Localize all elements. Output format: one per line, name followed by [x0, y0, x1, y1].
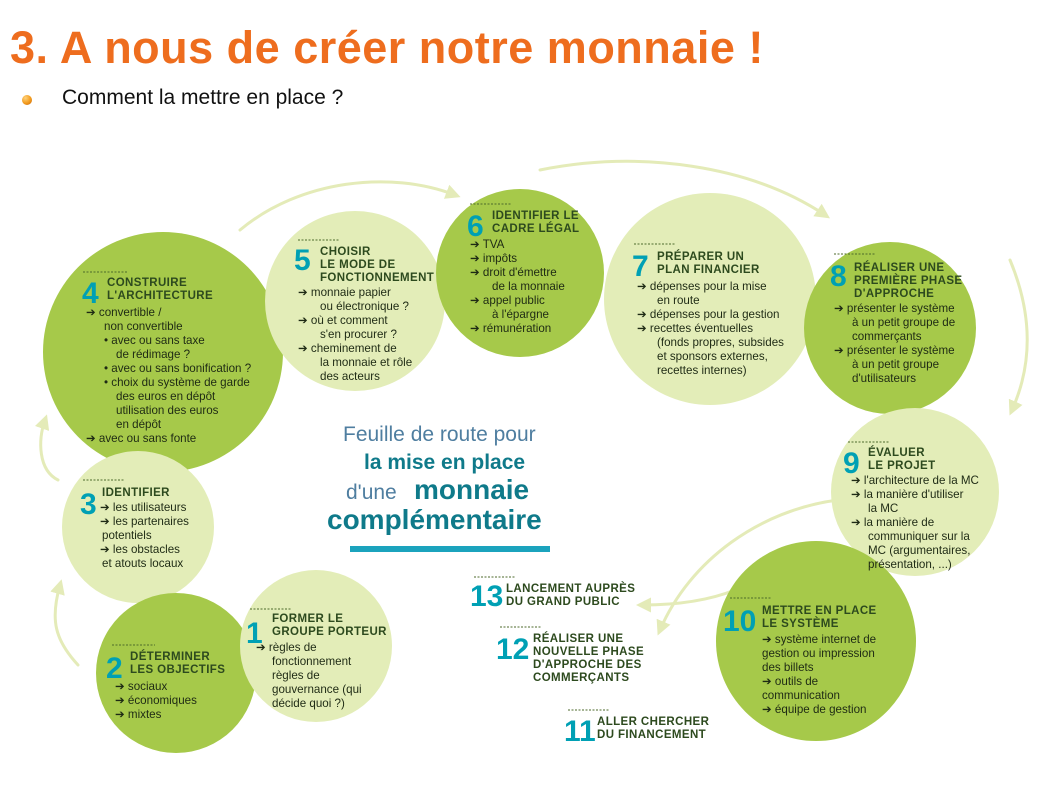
roadmap-line-1: Feuille de route pour [343, 423, 536, 446]
step-item: ➔ les utilisateurs [100, 501, 187, 514]
step-item: communication [762, 689, 840, 702]
step-caption: LE PROJET [868, 460, 936, 472]
step-item: ➔ la manière d'utiliser [851, 488, 964, 501]
step-item: • choix du système de garde [104, 376, 250, 389]
arrow-2-to-3 [55, 585, 78, 665]
step-item: des euros en dépôt [116, 390, 216, 403]
step-caption: ÉVALUER [868, 447, 925, 459]
arrow-8-to-9 [1010, 260, 1027, 410]
step-item: ➔ dépenses pour la mise [637, 280, 767, 293]
step-caption: IDENTIFIER [102, 487, 170, 499]
step-item: ➔ TVA [470, 238, 505, 251]
step-caption: CONSTRUIRE [107, 277, 188, 289]
step-item: décide quoi ?) [272, 697, 345, 710]
step-caption: DU FINANCEMENT [597, 729, 707, 741]
step-caption: D'APPROCHE [854, 288, 935, 300]
step-item: ➔ dépenses pour la gestion [637, 308, 780, 321]
step-number: 4 [82, 277, 99, 310]
step-caption: LE MODE DE [320, 259, 396, 271]
step-caption: NOUVELLE PHASE [533, 646, 645, 658]
step-caption: METTRE EN PLACE [762, 605, 877, 617]
step-item: à un petit groupe [852, 358, 940, 371]
step-item: (fonds propres, subsides [657, 336, 784, 349]
step-item: MC (argumentaires, [868, 544, 971, 557]
step-item: et sponsors externes, [657, 350, 768, 363]
step-item: ➔ la manière de [851, 516, 935, 529]
step-item: ➔ avec ou sans fonte [86, 432, 197, 445]
step-number: 2 [106, 652, 123, 685]
step-number: 7 [632, 250, 649, 283]
step-item: et atouts locaux [102, 557, 184, 570]
step-caption: GROUPE PORTEUR [272, 626, 387, 638]
step-item: à un petit groupe de [852, 316, 956, 329]
step-item: ➔ rémunération [470, 322, 552, 335]
step-item: ➔ système internet de [762, 633, 877, 646]
step-item: ➔ convertible / [86, 306, 162, 319]
arrow-3-to-4 [41, 420, 58, 480]
step-caption: CADRE LÉGAL [492, 223, 580, 235]
step-caption: PREMIÈRE PHASE [854, 275, 963, 287]
step-item: utilisation des euros [116, 404, 219, 417]
step-item: ➔ sociaux [115, 680, 168, 693]
step-item: ➔ appel public [470, 294, 545, 307]
step-12 [496, 627, 644, 684]
step-item: gestion ou impression [762, 647, 875, 660]
step-caption: FORMER LE [272, 613, 344, 625]
step-number: 11 [564, 715, 596, 748]
step-caption: RÉALISER UNE [533, 633, 624, 645]
step-item: la MC [868, 502, 899, 515]
step-number: 6 [467, 210, 484, 243]
step-item: ➔ l'architecture de la MC [851, 474, 979, 487]
step-caption: RÉALISER UNE [854, 262, 945, 274]
step-13 [470, 577, 635, 613]
step-item: ➔ recettes éventuelles [637, 322, 754, 335]
step-number: 13 [470, 580, 504, 613]
step-caption: DU GRAND PUBLIC [506, 596, 620, 608]
step-number: 1 [246, 617, 263, 650]
step-11 [564, 710, 710, 748]
step-item: • avec ou sans bonification ? [104, 362, 252, 375]
step-caption: PLAN FINANCIER [657, 264, 760, 276]
step-item: recettes internes) [657, 364, 747, 377]
step-caption: LES OBJECTIFS [130, 664, 226, 676]
step-item: ➔ outils de [762, 675, 819, 688]
step-item: en dépôt [116, 418, 162, 431]
step-caption: LANCEMENT AUPRÈS [506, 583, 636, 595]
step-item: ➔ droit d'émettre [470, 266, 557, 279]
step-item: • avec ou sans taxe [104, 334, 205, 347]
step-caption: ALLER CHERCHER [597, 716, 710, 728]
step-item: la monnaie et rôle [320, 356, 413, 369]
step-item: communiquer sur la [868, 530, 970, 543]
step-item: ➔ les partenaires [100, 515, 189, 528]
step-item: ➔ monnaie papier [298, 286, 391, 299]
step-item: commerçants [852, 330, 922, 343]
step-caption: DÉTERMINER [130, 651, 211, 663]
step-item: en route [657, 294, 700, 307]
step-item: ➔ présenter le système [834, 302, 955, 315]
step-caption: FONCTIONNEMENT [320, 272, 435, 284]
step-item: gouvernance (qui [272, 683, 362, 696]
step-number: 5 [294, 244, 311, 277]
roadmap-title [327, 423, 550, 552]
roadmap-line-3a: d'une [346, 481, 397, 504]
step-item: règles de [272, 669, 320, 682]
step-item: d'utilisateurs [852, 372, 917, 385]
step-item: à l'épargne [492, 308, 550, 321]
step-item: de la monnaie [492, 280, 565, 293]
step-number: 10 [723, 605, 757, 638]
step-caption: COMMERÇANTS [533, 672, 630, 684]
step-number: 8 [830, 260, 847, 293]
roadmap-line-4: complémentaire [327, 504, 542, 535]
roadmap-underline [350, 546, 550, 552]
step-item: des billets [762, 661, 814, 674]
roadmap-line-3b: monnaie [414, 474, 530, 505]
step-item: ou électronique ? [320, 300, 409, 313]
step-item: fonctionnement [272, 655, 352, 668]
step-number: 3 [80, 488, 97, 521]
step-caption: PRÉPARER UN [657, 251, 745, 263]
step-item: des acteurs [320, 370, 380, 383]
step-caption: IDENTIFIER LE [492, 210, 579, 222]
step-caption: CHOISIR [320, 246, 371, 258]
step-item: de rédimage ? [116, 348, 191, 361]
step-item: ➔ où et comment [298, 314, 388, 327]
arrow-10-to-13 [642, 590, 735, 605]
step-number: 12 [496, 633, 530, 666]
step-item: ➔ impôts [470, 252, 518, 265]
step-item: présentation, ...) [868, 558, 952, 571]
step-item: ➔ économiques [115, 694, 197, 707]
step-item: s'en procurer ? [320, 328, 397, 341]
step-item: non convertible [104, 320, 183, 333]
step-caption: L'ARCHITECTURE [107, 290, 214, 302]
step-caption: LE SYSTÈME [762, 618, 839, 630]
step-item: ➔ cheminement de [298, 342, 397, 355]
slide-title: 3. A nous de créer notre monnaie ! [10, 22, 764, 73]
step-item: potentiels [102, 529, 152, 542]
step-number: 9 [843, 447, 860, 480]
step-item: ➔ équipe de gestion [762, 703, 867, 716]
slide-subtitle: Comment la mettre en place ? [62, 86, 344, 109]
step-item: ➔ mixtes [115, 708, 162, 721]
step-item: ➔ présenter le système [834, 344, 955, 357]
step-caption: D'APPROCHE DES [533, 659, 642, 671]
step-item: ➔ règles de [256, 641, 317, 654]
step-item: ➔ les obstacles [100, 543, 180, 556]
roadmap-line-2: la mise en place [364, 451, 526, 474]
